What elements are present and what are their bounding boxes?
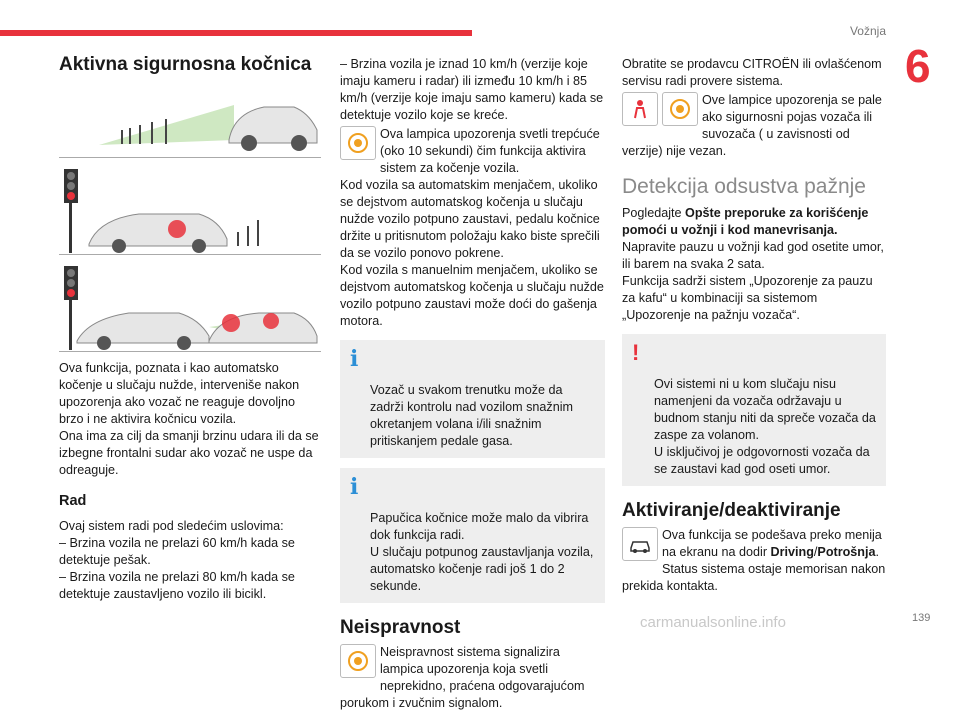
- fault-heading: Neispravnost: [340, 617, 461, 638]
- rad-text: Ovaj sistem radi pod sledećim uslovima: – Brzina vozila ne prelazi 60 km/h kada se detektuje pešak. – Brzina vozila ne prelazi 80 km/h kada se detektuje zaustavljeno vozilo ili bicikl.: [59, 519, 295, 601]
- activation-text-2: Status sistema ostaje memorisan nakon prekida kontakta.: [622, 562, 886, 593]
- attention-heading: Detekcija odsustva pažnje: [622, 175, 866, 198]
- column-1: [59, 56, 321, 603]
- top-accent-bar: [0, 30, 472, 36]
- page-number: 139: [912, 612, 931, 624]
- attention-text: Napravite pauzu u vožnji kad god osetite umor, ili barem na svaka 2 sata. Funkcija sadrži sistem „Upozorenje za pauzu za kafu“ u kombinaciji sa sistemom „Upozorenje na pažnju vozača“.: [622, 240, 884, 322]
- column-2: [340, 56, 605, 712]
- exclamation-icon: !: [632, 340, 640, 365]
- belt-text: Ove lampice upozorenja se pale ako sigurnosni pojas vozača ili suvozača ( u zavisnosti od verzije) nije vezan.: [622, 93, 882, 158]
- brake-warning-lamp-icon: [340, 126, 376, 160]
- reference-text: Pogledajte Opšte preporuke za korišćenje pomoći u vožnji i kod manevrisanja.: [622, 206, 869, 237]
- intro-text: Ova funkcija, poznata i kao automatsko kočenje u slučaju nužde, interveniše nakon upozorenja ako vozač ne reaguje dovoljno brzo i ne aktivira kočnicu vozila. Ona ima za cilj da smanji brzinu udara ili da se izbegne frontalni sudar ako vozač ne uspe da odreaguje.: [59, 361, 319, 477]
- chapter-number: 6: [905, 40, 931, 92]
- info-box-2: i Papučica kočnice može malo da vibrira dok funkcija radi. U slučaju potpunog zaustavljanja vozila, automatsko kočenje radi još 1 do 2 sekunde.: [340, 468, 605, 603]
- activation-heading: Aktiviranje/deaktiviranje: [622, 500, 841, 521]
- info-icon: i: [350, 474, 359, 500]
- illustration-braking: [59, 261, 321, 352]
- illustration-car-approach: [59, 85, 321, 158]
- car-settings-icon: [622, 527, 658, 561]
- page-title: Aktivna sigurnosna kočnica: [59, 54, 312, 75]
- illustration-warning: [59, 164, 321, 255]
- info-icon: i: [350, 346, 359, 372]
- rad-heading: Rad: [59, 493, 87, 509]
- section-title: Vožnja: [849, 24, 886, 38]
- seatbelt-passenger-icon: [662, 92, 698, 126]
- column-3: [622, 56, 886, 595]
- lamp-text: Ova lampica upozorenja svetli trepćuće (oko 10 sekundi) čim funkcija aktivira sistem za kočenje vozila. Kod vozila sa automatskim menjačem, ukoliko se dejstvom automatskog kočenja u slučaju nužde vozilo potpuno zaustavi, pedalu kočnice držite u pritisnutom položaju kako biste sprečili da se vozilo ponovo pokrene. Kod vozila s manuelnim menjačem, ukoliko se dejstvom automatskog kočenja u slučaju nužde vozilo potpuno zaustavi može doći do gašenja motora.: [340, 127, 604, 328]
- fault-warning-lamp-icon: [340, 644, 376, 678]
- watermark: carmanualsonline.info: [640, 614, 786, 631]
- seatbelt-driver-icon: [622, 92, 658, 126]
- activation-text: Ova funkcija se podešava preko menija na ekranu na dodir Driving/Potrošnja.: [662, 528, 882, 559]
- warning-box: ! Ovi sistemi ni u kom slučaju nisu namenjeni da vozača održavaju u budnom stanju niti da spreče vozača da zaspe za volanom. U isključivoj je odgovornosti vozača da se zaustavi kad god oseti umor.: [622, 334, 886, 486]
- contact-text: Obratite se prodavcu CITROËN ili ovlašćenom servisu radi provere sistema.: [622, 57, 882, 88]
- fault-text: Neispravnost sistema signalizira lampica upozorenja koja svetli neprekidno, praćena odgovarajućom porukom i zvučnim signalom.: [340, 645, 585, 710]
- speed-condition-text: – Brzina vozila je iznad 10 km/h (verzije koje imaju kameru i radar) ili između 10 km/h i 85 km/h (verzije koje imaju samo kameru) kada se detektuje vozilo koje se kreće.: [340, 57, 604, 122]
- info-box-1: i Vozač u svakom trenutku može da zadrži kontrolu nad vozilom snažnim okretanjem volana i/ili snažnim pritiskanjem pedale gasa.: [340, 340, 605, 458]
